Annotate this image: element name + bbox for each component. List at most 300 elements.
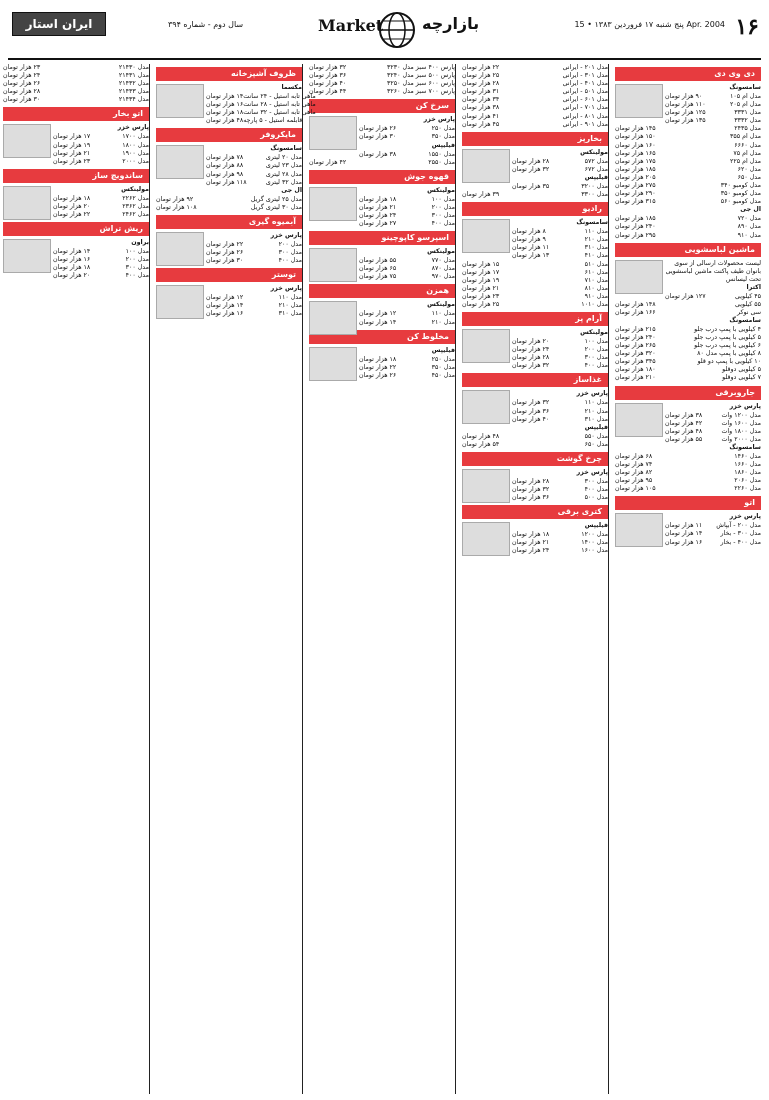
issue-line: سال دوم - شماره ۳۹۴ xyxy=(168,20,244,29)
item-price: ۲۶ هزار تومان xyxy=(206,249,244,257)
item-name: ۵ کیلویی دوقلو xyxy=(722,366,761,374)
item-name: مدل ۲۱۴۳۱ xyxy=(118,72,149,80)
item-price: ۱۴ هزار تومان xyxy=(53,248,91,256)
price-row xyxy=(512,362,608,370)
price-row xyxy=(615,232,761,240)
price-row xyxy=(615,190,761,198)
section-heading: ظروف آشپزخانه xyxy=(156,67,302,81)
price-row xyxy=(206,162,302,170)
price-row xyxy=(156,196,302,204)
price-row xyxy=(156,204,302,212)
product-image xyxy=(309,116,357,150)
item-name: مدل ۱۶۰۰ xyxy=(581,547,608,555)
price-row xyxy=(462,72,608,80)
price-row xyxy=(615,125,761,133)
item-name: مدل ۲۰۰ xyxy=(125,256,149,264)
item-price: ۷۵ هزار تومان xyxy=(359,273,397,281)
item-name: مدل ۱۴۶۰ xyxy=(734,452,761,460)
item-name: مدل ۷۰۱ - ایرانی xyxy=(562,104,608,112)
item-name: مدل ۱۸۶۰ xyxy=(734,469,761,477)
price-row xyxy=(615,223,761,231)
item-price: ۳۶ هزار تومان xyxy=(512,407,550,415)
price-row xyxy=(462,121,608,129)
item-price: ۲۶ هزار تومان xyxy=(3,80,41,88)
brand-name: پارس خزر xyxy=(423,116,455,124)
price-row xyxy=(359,364,455,372)
item-price: ۱۶ هزار تومان xyxy=(53,256,91,264)
item-name: ۵۵ کیلویی xyxy=(734,300,761,308)
product-image xyxy=(309,301,357,335)
item-name: ۴ کیلویی با پمپ درب جلو xyxy=(694,325,761,333)
brand-name: فیلیپس xyxy=(584,173,608,181)
price-row xyxy=(3,80,149,88)
price-row xyxy=(359,265,455,273)
price-row xyxy=(665,293,761,301)
section-heading: آرام پز xyxy=(462,312,608,326)
brand-name: اکترا xyxy=(746,283,761,291)
item-price: ۲۳ هزار تومان xyxy=(3,64,41,71)
item-price: ۱۸ هزار تومان xyxy=(359,195,397,203)
item-price: ۲۴ هزار تومان xyxy=(3,72,41,80)
item-price: ۳۸ هزار تومان xyxy=(665,411,703,419)
price-row xyxy=(615,198,761,206)
price-row xyxy=(359,212,455,220)
item-name: مدل ۵۰۱ - ایرانی xyxy=(562,88,608,96)
price-row xyxy=(53,272,149,280)
item-price: ۱۰۵ هزار تومان xyxy=(615,485,656,493)
item-name: پارس ۷۰۰ سبز مدل ۳۲۶۰ xyxy=(386,88,455,96)
item-price: ۲۴ هزار تومان xyxy=(512,547,550,555)
item-price: ۱۷ هزار تومان xyxy=(53,133,91,141)
price-row xyxy=(3,96,149,104)
item-price: ۳۱۵ هزار تومان xyxy=(615,198,656,206)
item-name: مدل ۳۰۰ xyxy=(584,354,608,362)
price-row xyxy=(615,453,761,461)
item-price: ۲۷۵ هزار تومان xyxy=(615,182,656,190)
item-name: مدل ۳۰۱ - ایرانی xyxy=(562,72,608,80)
price-row xyxy=(615,334,761,342)
price-row xyxy=(512,547,608,555)
item-name: مدل ۱۲۰۰ xyxy=(581,531,608,539)
product-image xyxy=(462,149,510,183)
section-heading: مایکروفر xyxy=(156,128,302,142)
item-price: ۱۴ هزار تومان xyxy=(206,93,244,100)
item-name: مدل ۹۱۰ xyxy=(737,231,761,239)
price-row xyxy=(359,310,455,318)
brand-name: پارس خزر xyxy=(576,390,608,398)
item-name: مدل ام ۲۰۵ xyxy=(729,101,761,109)
item-name: مدل ۹۰۱ - ایرانی xyxy=(562,120,608,128)
item-price: ۴۵ هزار تومان xyxy=(462,120,500,128)
item-price: ۱۸ هزار تومان xyxy=(512,531,550,539)
price-row xyxy=(309,80,455,88)
item-name: مدل ۱۴۰۰ xyxy=(581,539,608,547)
brand-name: سامسونگ xyxy=(576,219,608,227)
price-row xyxy=(665,420,761,428)
price-row xyxy=(512,531,608,539)
brand-name: سامسونگ xyxy=(270,145,302,153)
item-price: ۱۳ هزار تومان xyxy=(512,252,550,260)
item-name: مدل ۹۱۰ xyxy=(584,292,608,300)
item-name: مدل ۴۰۰ xyxy=(584,362,608,370)
price-row xyxy=(512,539,608,547)
item-price: ۲۲ هزار تومان xyxy=(359,363,397,371)
item-price: ۱۷۵ هزار تومان xyxy=(615,157,656,165)
item-name: مدل ۴۰۱ - ایرانی xyxy=(562,80,608,88)
price-row xyxy=(665,530,761,538)
price-row xyxy=(3,72,149,80)
item-name: مدل ۸۱۰ xyxy=(584,284,608,292)
price-row xyxy=(206,310,302,318)
price-row xyxy=(53,264,149,272)
item-name: مدل ۴۰۰ xyxy=(125,272,149,280)
section-heading: قهوه جوش xyxy=(309,170,455,184)
item-name: مدل ۲۰۰ - آبپاش xyxy=(716,522,761,530)
item-name: مدل ۱۱۰ xyxy=(584,399,608,407)
item-price: ۱۸۵ هزار تومان xyxy=(615,215,656,223)
item-name: مدل کومبو ۳۵۰ xyxy=(720,190,761,198)
item-price: ۲۵ هزار تومان xyxy=(462,300,500,308)
item-name: ماهی تابه استیل - ۲۴ سانت xyxy=(243,93,316,100)
price-row xyxy=(512,252,608,260)
price-row xyxy=(462,433,608,441)
price-row xyxy=(53,133,149,141)
item-price: ۴۸ هزار تومان xyxy=(206,117,244,125)
item-name: مدل ۲۱۰ xyxy=(278,302,302,310)
price-column-3 xyxy=(309,64,455,1094)
item-name: مدل ۳۲۰۰ xyxy=(581,182,608,190)
item-price: ۳۴ هزار تومان xyxy=(462,96,500,104)
price-column-1 xyxy=(615,64,761,1094)
item-price: ۱۶۶ هزار تومان xyxy=(615,308,656,316)
product-image xyxy=(615,84,663,118)
price-row xyxy=(462,269,608,277)
item-price: ۹۵ هزار تومان xyxy=(615,477,653,485)
item-name: مدل ۲۱۴۳۳ xyxy=(118,88,149,96)
item-price: ۱۴ هزار تومان xyxy=(206,302,244,310)
product-image xyxy=(156,232,204,266)
price-row xyxy=(462,80,608,88)
item-price: ۴۸ هزار تومان xyxy=(462,432,500,440)
item-price: ۳۲ هزار تومان xyxy=(512,399,550,407)
price-row xyxy=(462,64,608,72)
item-price: ۲۴۰ هزار تومان xyxy=(615,333,656,341)
price-row xyxy=(206,179,302,187)
section-title-fa: بازارچه xyxy=(422,14,480,33)
price-row xyxy=(615,469,761,477)
item-price: ۱۱۸ هزار تومان xyxy=(206,178,247,186)
price-row xyxy=(53,142,149,150)
brand-name: فیلیپس xyxy=(584,522,608,530)
item-price: ۲۷ هزار تومان xyxy=(359,220,397,228)
price-row xyxy=(512,183,608,191)
item-name: مدل ۲۰۶۰ xyxy=(734,477,761,485)
price-column-2 xyxy=(462,64,608,1094)
item-price: ۲۹۵ هزار تومان xyxy=(615,231,656,239)
product-image xyxy=(462,390,510,424)
item-name: مدل ۲۱۴۳۴ xyxy=(118,96,149,104)
brand-name: مولینکس xyxy=(580,329,608,337)
item-name: مدل ۸۰۱ - ایرانی xyxy=(562,112,608,120)
price-row xyxy=(512,408,608,416)
price-row xyxy=(359,356,455,364)
item-price: ۸۸ هزار تومان xyxy=(206,162,244,170)
price-row xyxy=(359,319,455,327)
item-name: مدل ۲۴۶۲ xyxy=(122,211,149,219)
price-row xyxy=(615,182,761,190)
section-heading: غذاساز xyxy=(462,373,608,387)
price-row xyxy=(615,374,761,382)
price-row xyxy=(462,293,608,301)
price-row xyxy=(512,494,608,502)
price-row xyxy=(512,244,608,252)
section-heading: بخارپز xyxy=(462,132,608,146)
item-price: ۲۱ هزار تومان xyxy=(512,539,550,547)
price-row xyxy=(615,350,761,358)
section-heading: ریش تراش xyxy=(3,222,149,236)
price-row xyxy=(359,133,455,141)
price-row xyxy=(512,236,608,244)
section-note: لیست محصولات ارسالی از سوی بانوان طیف پاکنت ماشین لباسشویی تحت لیسانس xyxy=(665,259,761,283)
item-name: مدل ۳۰۰ xyxy=(584,477,608,485)
item-name: مدل ۶۱۰ xyxy=(584,268,608,276)
item-price: ۱۹ هزار تومان xyxy=(462,276,500,284)
item-price: ۱۸ هزار تومان xyxy=(206,109,244,117)
price-row xyxy=(359,204,455,212)
item-name: مدل ۴۰۰ xyxy=(584,486,608,493)
item-name: پارس ۵۰۰ سبز مدل ۳۲۴۰ xyxy=(386,72,455,80)
brand-name: فیلیپس xyxy=(431,141,455,149)
item-name: مدل ۶۲۰ xyxy=(737,165,761,173)
item-price: ۱۱ هزار تومان xyxy=(512,244,550,252)
item-price: ۱۸ هزار تومان xyxy=(53,264,91,272)
section-heading: اتو بخار xyxy=(3,107,149,121)
item-name: مدل ۹۷۰ xyxy=(431,273,455,281)
item-price: ۱۹ هزار تومان xyxy=(53,141,91,149)
item-price: ۱۲۷ هزار تومان xyxy=(665,292,706,300)
price-row xyxy=(309,88,455,96)
column-divider xyxy=(455,64,456,1094)
item-name: مدل ۳۰ لیتری گریل xyxy=(250,203,302,211)
item-name: مدل ۵۷۲ xyxy=(584,157,608,165)
price-row xyxy=(615,174,761,182)
item-name: مدل ۳۵۰ xyxy=(431,363,455,371)
product-image xyxy=(156,84,204,118)
item-price: ۳۱ هزار تومان xyxy=(462,88,500,96)
item-price: ۲۱۰ هزار تومان xyxy=(615,374,656,382)
item-name: مدل ۱۰۰ xyxy=(125,248,149,256)
product-image xyxy=(309,248,357,282)
item-name: مدل ۷۱۰ xyxy=(584,276,608,284)
item-name: مدل ۱۲۰۰ وات xyxy=(721,411,761,419)
item-name: مدل ۱۰۰ xyxy=(431,195,455,203)
item-name: مدل ۷۷۰ xyxy=(431,257,455,265)
item-price: ۳۶ هزار تومان xyxy=(512,494,550,502)
item-name: مدل ۲۳ لیتری xyxy=(265,162,302,170)
item-price: ۳۲ هزار تومان xyxy=(512,362,550,370)
price-row xyxy=(512,399,608,407)
item-price: ۲۴ هزار تومان xyxy=(512,346,550,354)
item-name: ۸ کیلویی با پمپ مدل ۸۰ xyxy=(697,350,761,358)
item-name: مدل ۱۱۰ xyxy=(278,294,302,302)
item-price: ۲۶ هزار تومان xyxy=(359,125,397,133)
price-row xyxy=(206,117,302,125)
price-row xyxy=(53,248,149,256)
price-column-4 xyxy=(156,64,316,1094)
item-price: ۵۵ هزار تومان xyxy=(665,435,703,443)
item-price: ۵۵ هزار تومان xyxy=(359,257,397,265)
section-heading: ماشین لباسشویی xyxy=(615,243,761,257)
item-name: مدل ۲۲۶۰ xyxy=(734,485,761,493)
item-price: ۱۷ هزار تومان xyxy=(462,268,500,276)
item-name: ۷ کیلویی دوقلو xyxy=(722,374,761,382)
product-image xyxy=(462,219,510,253)
item-price: ۱۴ هزار تومان xyxy=(665,530,703,538)
price-row xyxy=(53,256,149,264)
price-row xyxy=(53,150,149,158)
section-heading: ساندویچ ساز xyxy=(3,169,149,183)
item-name: مدل ۲۵ لیتری گریل xyxy=(250,195,302,203)
item-price: ۲۸ هزار تومان xyxy=(512,477,550,485)
price-row xyxy=(615,166,761,174)
item-name: مدل ۲۵۰ xyxy=(431,355,455,363)
price-row xyxy=(615,366,761,374)
product-image xyxy=(156,285,204,319)
item-name: قابلمه استیل - ۵ پارچه xyxy=(243,117,303,125)
item-price: ۳۶ هزار تومان xyxy=(309,72,347,80)
price-row xyxy=(53,203,149,211)
item-price: ۶۸ هزار تومان xyxy=(615,452,653,460)
brand-name: پارس خزر xyxy=(270,231,302,239)
item-price: ۲۳ هزار تومان xyxy=(53,157,91,165)
price-row xyxy=(512,166,608,174)
price-row xyxy=(512,346,608,354)
item-name: مدل ۶۵۰ xyxy=(584,440,608,448)
price-row xyxy=(462,191,608,199)
price-row xyxy=(512,354,608,362)
section-heading: مخلوط کن xyxy=(309,330,455,344)
product-image xyxy=(462,522,510,556)
item-price: ۲۲ هزار تومان xyxy=(206,240,244,248)
item-price: ۵۴ هزار تومان xyxy=(462,440,500,448)
product-image xyxy=(462,469,510,503)
page-header xyxy=(8,8,761,60)
item-price: ۳۲۰ هزار تومان xyxy=(615,350,656,358)
price-row xyxy=(206,109,316,117)
item-price: ۲۳ هزار تومان xyxy=(462,292,500,300)
item-price: ۹۰ هزار تومان xyxy=(665,93,703,100)
item-price: ۹۸ هزار تومان xyxy=(206,170,244,178)
price-row xyxy=(309,159,455,167)
item-price: ۴۲ هزار تومان xyxy=(665,419,703,427)
price-row xyxy=(359,196,455,204)
price-row xyxy=(206,154,302,162)
item-price: ۷۸ هزار تومان xyxy=(206,154,244,162)
price-row xyxy=(462,261,608,269)
item-price: ۲۲ هزار تومان xyxy=(53,211,91,219)
item-price: ۱۲ هزار تومان xyxy=(206,294,244,302)
item-name: مدل کومبو ۳۴۰ xyxy=(720,182,761,190)
item-price: ۱۱۰ هزار تومان xyxy=(665,101,706,109)
item-price: ۱۶ هزار تومان xyxy=(206,310,244,318)
column-divider xyxy=(608,64,609,1094)
item-name: مدل ام ۳۵۵ xyxy=(729,133,761,141)
price-row xyxy=(512,158,608,166)
item-name: مدل ۲۰۰ xyxy=(278,240,302,248)
item-name: مدل ۶۰۱ - ایرانی xyxy=(562,96,608,104)
item-price: ۸۲ هزار تومان xyxy=(615,469,653,477)
item-price: ۲۱ هزار تومان xyxy=(359,203,397,211)
price-row xyxy=(615,309,761,317)
price-row xyxy=(615,142,761,150)
price-row xyxy=(53,195,149,203)
price-row xyxy=(359,273,455,281)
price-row xyxy=(665,412,761,420)
item-name: مدل ۸۹۰ xyxy=(737,223,761,231)
item-price: ۱۳۵ هزار تومان xyxy=(665,117,706,125)
price-row xyxy=(615,477,761,485)
item-name: مدل ۱۸۰۰ وات xyxy=(721,427,761,435)
brand-name: پارس خزر xyxy=(117,124,149,132)
item-name: ۴۵ کیلویی xyxy=(734,292,761,300)
section-heading: جاروبرقی xyxy=(615,386,761,400)
item-name: مدل ۳۰۰ xyxy=(125,264,149,272)
price-row xyxy=(615,485,761,493)
section-title-en: Market xyxy=(318,16,384,35)
price-row xyxy=(615,133,761,141)
item-name: ۶ کیلویی با پمپ درب جلو xyxy=(694,342,761,350)
item-price: ۲۱ هزار تومان xyxy=(53,149,91,157)
price-row xyxy=(665,539,761,547)
item-name: مدل ۳۱۰ xyxy=(584,415,608,423)
product-image xyxy=(309,347,357,381)
product-image xyxy=(3,124,51,158)
brand-name: مکسما xyxy=(281,84,302,91)
item-price: ۶۵ هزار تومان xyxy=(359,265,397,273)
brand-name: مولینکس xyxy=(427,301,455,309)
item-name: مدل ۲۱۰ xyxy=(431,318,455,326)
item-price: ۲۰ هزار تومان xyxy=(53,202,91,210)
item-name: مدل ۴۰۰ xyxy=(431,220,455,228)
price-row xyxy=(665,522,761,530)
price-row xyxy=(359,220,455,228)
item-price: ۳۸ هزار تومان xyxy=(462,104,500,112)
item-price: ۱۵۰ هزار تومان xyxy=(615,133,656,141)
price-row xyxy=(615,158,761,166)
price-row xyxy=(359,151,455,159)
item-price: ۲۰ هزار تومان xyxy=(53,272,91,280)
section-heading: چرخ گوشت xyxy=(462,452,608,466)
item-name: مدل ۲۲۶۲ xyxy=(122,194,149,202)
item-price: ۴۲ هزار تومان xyxy=(309,158,347,166)
item-name: مدل ۳۳۳۲ xyxy=(734,117,761,125)
price-row xyxy=(359,372,455,380)
item-name: ۱۰ کیلویی با پمپ دو قلو xyxy=(697,358,761,366)
item-name: مدل ام ۲۲۵ xyxy=(729,157,761,165)
item-price: ۴۸ هزار تومان xyxy=(665,427,703,435)
item-name: ماهی تابه استیل - ۲۸ سانت xyxy=(243,101,316,109)
item-price: ۱۶۵ هزار تومان xyxy=(615,149,656,157)
item-name: ۵ کیلویی با پمپ درب جلو xyxy=(694,333,761,341)
item-name: مدل ۱۶۶۰ xyxy=(734,461,761,468)
item-price: ۲۸ هزار تومان xyxy=(462,80,500,88)
price-row xyxy=(615,326,761,334)
price-row xyxy=(512,338,608,346)
item-price: ۱۰۸ هزار تومان xyxy=(156,203,197,211)
price-row xyxy=(462,441,608,449)
item-name: مدل ۶۷۲ xyxy=(584,165,608,173)
brand-name: براون xyxy=(131,239,149,247)
